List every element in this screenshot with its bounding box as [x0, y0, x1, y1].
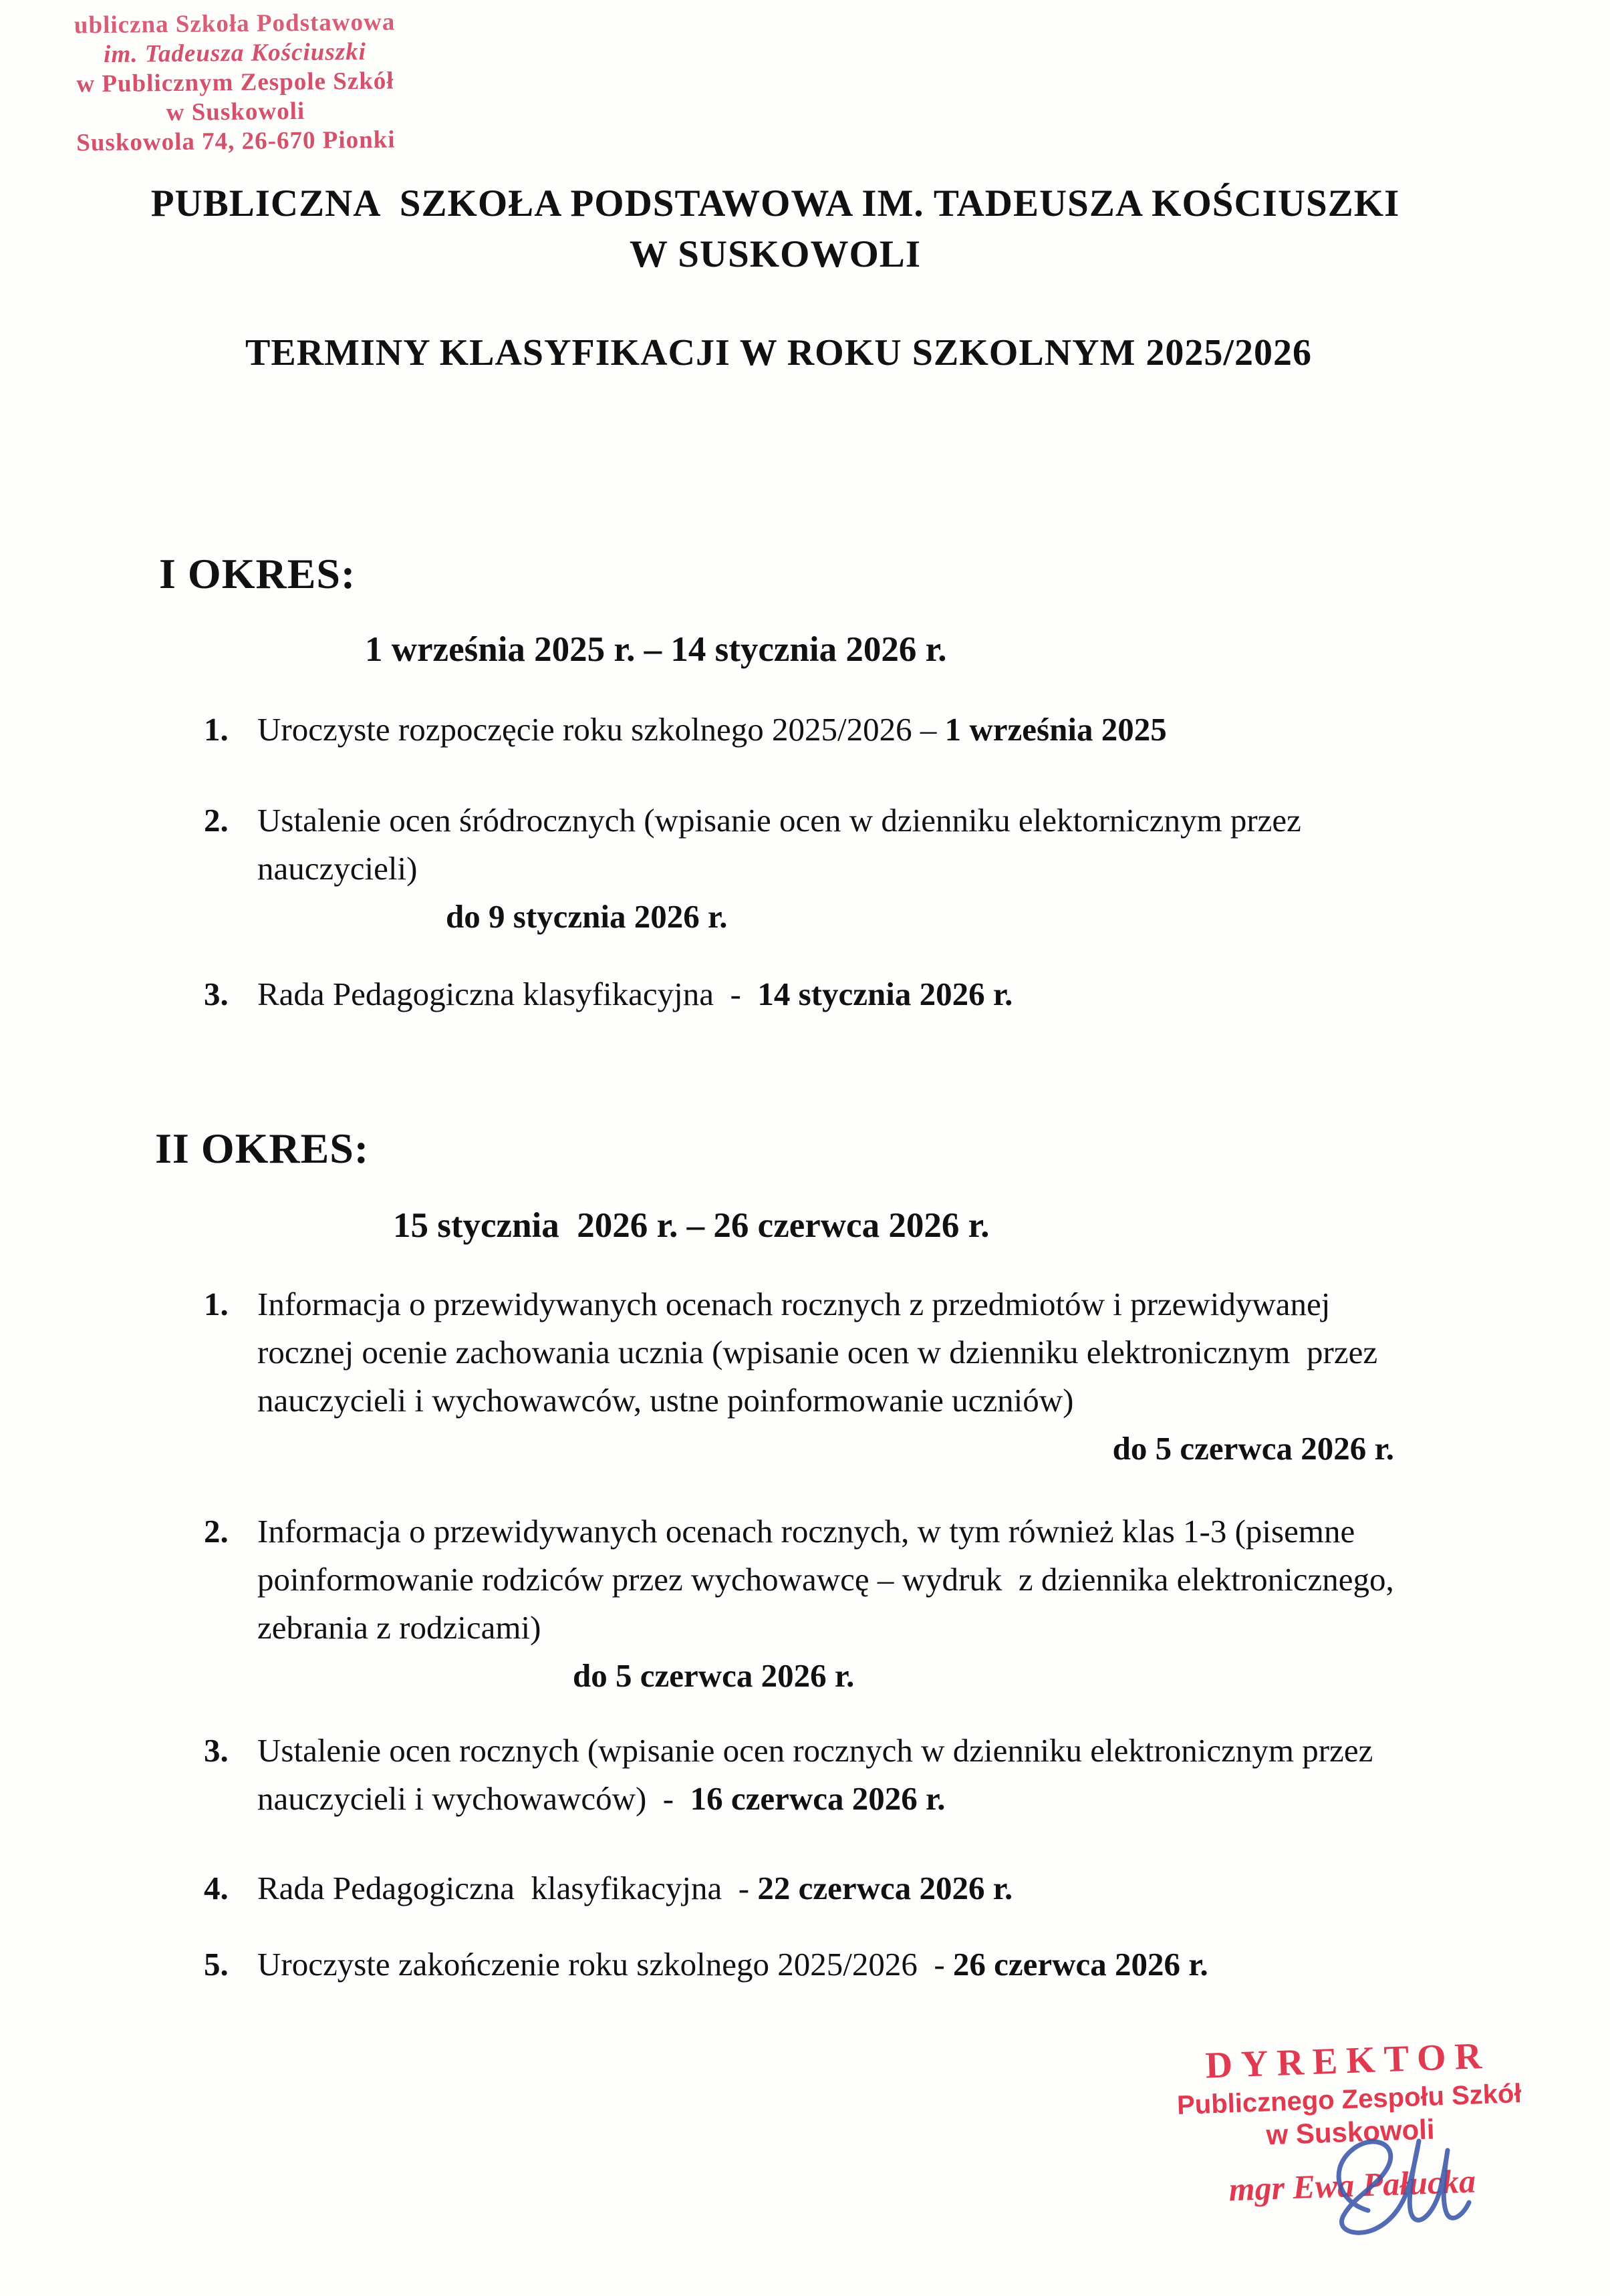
stamp-director-locality: w Suskowoli: [1265, 2113, 1436, 2151]
list-item: [204, 1864, 1397, 1912]
list-item: [204, 1508, 1397, 1700]
list-item: [204, 970, 1397, 1018]
item-number: 4.: [204, 1870, 229, 1906]
item-text: Ustalenie ocen śródrocznych (wpisanie ocen w dzienniku elektornicznym przez nauczycieli) do 9 stycznia 2026 r.: [257, 797, 1397, 941]
item-number: 2.: [204, 802, 229, 839]
item-deadline: do 5 czerwca 2026 r.: [573, 1657, 855, 1694]
item-text: Informacja o przewidywanych ocenach rocznych z przedmiotów i przewidywanej rocznej ocenie zachowania ucznia (wpisanie ocen w dzienniku elektronicznym przez nauczycieli i wychowawców, ustne poinformowanie uczniów) do 5 czerwca 2026 r.: [257, 1280, 1397, 1473]
item-text: Ustalenie ocen rocznych (wpisanie ocen rocznych w dzienniku elektronicznym przez nauczycieli i wychowawców) - 16 czerwca 2026 r.: [257, 1732, 1373, 1817]
item-number: 3.: [204, 1732, 229, 1769]
stamp-address: Suskowola 74, 26-670 Pionki: [76, 126, 396, 157]
list-item: [204, 797, 1397, 941]
item-text: Uroczyste zakończenie roku szkolnego 2025/2026 - 26 czerwca 2026 r.: [257, 1946, 1208, 1983]
stamp-locality: w Suskowoli: [166, 97, 305, 127]
document-title-line2: W SUSKOWOLI: [630, 233, 921, 275]
document-subtitle: TERMINY KLASYFIKACJI W ROKU SZKOLNYM 2025/2026: [245, 332, 1312, 374]
item-deadline: do 5 czerwca 2026 r.: [1112, 1430, 1394, 1467]
stamp-director-name: mgr Ewa Pałucka: [1228, 2162, 1476, 2208]
item-deadline: do 9 stycznia 2026 r.: [446, 898, 728, 935]
list-item: [204, 1727, 1397, 1823]
item-text: Rada Pedagogiczna klasyfikacyjna - 14 stycznia 2026 r.: [257, 976, 1013, 1012]
stamp-school-name: ubliczna Szkoła Podstawowa: [74, 8, 396, 39]
stamp-complex-name: w Publicznym Zespole Szkół: [76, 67, 394, 98]
item-number: 5.: [204, 1946, 229, 1983]
stamp-patron-name: im. Tadeusza Kościuszki: [103, 37, 367, 69]
list-item: [204, 706, 1397, 754]
period2-date-range: 15 stycznia 2026 r. – 26 czerwca 2026 r.: [393, 1206, 990, 1245]
document-title-line1: PUBLICZNA SZKOŁA PODSTAWOWA IM. TADEUSZA KOŚCIUSZKI: [150, 182, 1400, 225]
item-number: 2.: [204, 1513, 229, 1550]
period2-heading: II OKRES:: [155, 1125, 370, 1172]
item-number: 1.: [204, 1286, 229, 1322]
period1-date-range: 1 września 2025 r. – 14 stycznia 2026 r.: [365, 630, 947, 669]
stamp-director-org: Publicznego Zespołu Szkół: [1176, 2079, 1522, 2121]
item-number: 1.: [204, 711, 229, 748]
stamp-director-title: DYREKTOR: [1204, 2035, 1492, 2087]
item-text: Informacja o przewidywanych ocenach rocznych, w tym również klas 1-3 (pisemne poinformowanie rodziców przez wychowawcę – wydruk z dziennika elektronicznego, zebrania z rodzicami) do 5 czerwca 2026 r.: [257, 1508, 1397, 1700]
director-stamp: [1150, 2033, 1550, 2211]
list-item: [204, 1941, 1397, 1989]
school-address-stamp: [27, 7, 443, 158]
period1-heading: I OKRES:: [159, 550, 356, 597]
item-number: 3.: [204, 976, 229, 1012]
item-text: Uroczyste rozpoczęcie roku szkolnego 2025/2026 – 1 września 2025: [257, 711, 1167, 748]
list-item: [204, 1280, 1397, 1473]
item-text: Rada Pedagogiczna klasyfikacyjna - 22 czerwca 2026 r.: [257, 1870, 1013, 1906]
